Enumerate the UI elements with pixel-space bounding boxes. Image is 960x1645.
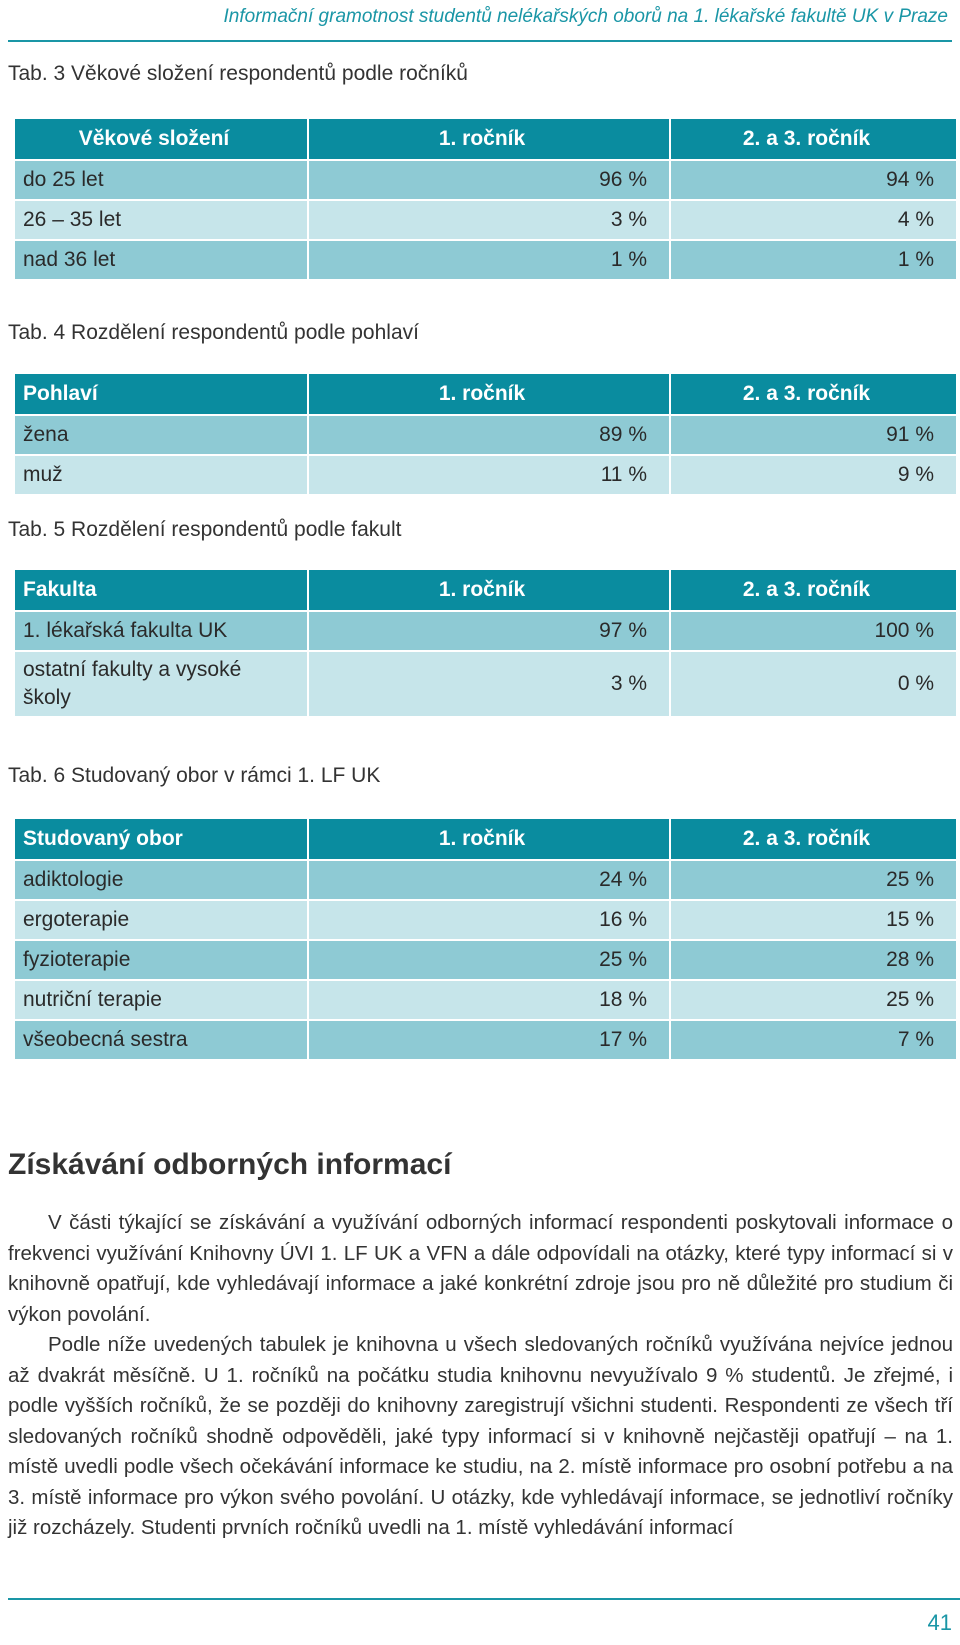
row-label: ergoterapie [14,900,308,940]
table-row [14,860,957,900]
cell-value: 7 % [670,1020,957,1060]
cell-value: 3 % [308,200,670,240]
row-label: 26 – 35 let [14,200,308,240]
cell-value: 18 % [308,980,670,1020]
body-text [8,1208,953,1544]
table-caption-4: Tab. 4 Rozdělení respondentů podle pohlaví [8,321,419,344]
row-label: adiktologie [14,860,308,900]
table-row [14,160,957,200]
faculty-table [13,568,958,718]
table-caption-6: Tab. 6 Studovaný obor v rámci 1. LF UK [8,764,381,787]
cell-value: 4 % [670,200,957,240]
table-row [14,900,957,940]
page-number: 41 [927,1610,952,1635]
gender-table [13,372,958,496]
row-label: nad 36 let [14,240,308,280]
table-row [14,455,957,495]
column-header: 2. a 3. ročník [670,818,957,860]
running-title: Informační gramotnost studentů nelékařských oborů na 1. lékařské fakultě UK v Praze [223,6,948,27]
cell-value: 16 % [308,900,670,940]
row-label: 1. lékařská fakulta UK [14,611,308,651]
paragraph: V části týkající se získávání a využívání odborných informací respondenti poskytovali informace o frekvenci využívání Knihovny ÚVI 1. LF UK a VFN a dále odpovídali na otázky, které typy informací si v knihovně opatřují, kde vyhledávají informace a jaké konkrétní zdroje jsou pro ně důležité pro studium či výkon povolání. [8,1211,953,1326]
cell-value: 89 % [308,415,670,455]
cell-value: 0 % [670,651,957,717]
column-header: 1. ročník [308,118,670,160]
cell-value: 1 % [308,240,670,280]
cell-value: 25 % [670,980,957,1020]
table-caption-5: Tab. 5 Rozdělení respondentů podle fakult [8,518,402,541]
cell-value: 96 % [308,160,670,200]
cell-value: 94 % [670,160,957,200]
cell-value: 11 % [308,455,670,495]
cell-value: 1 % [670,240,957,280]
column-header: Věkové složení [14,118,308,160]
column-header: 2. a 3. ročník [670,373,957,415]
field-table [13,817,958,1061]
section-heading: Získávání odborných informací [8,1148,452,1181]
table-row [14,1020,957,1060]
cell-value: 25 % [670,860,957,900]
cell-value: 100 % [670,611,957,651]
column-header: Fakulta [14,569,308,611]
column-header: Pohlaví [14,373,308,415]
row-label: nutriční terapie [14,980,308,1020]
table-row [14,415,957,455]
table-row [14,980,957,1020]
row-label: všeobecná sestra [14,1020,308,1060]
table-row [14,611,957,651]
column-header: 2. a 3. ročník [670,569,957,611]
cell-value: 91 % [670,415,957,455]
paragraph: Podle níže uvedených tabulek je knihovna u všech sledovaných ročníků využívána nejvíce jednou až dvakrát měsíčně. U 1. ročníků na počátku studia knihovnu nevyužívalo 9 % studentů. Je zřejmé, i podle vyšších ročníků, že se později do knihovny zaregistrují všichni studenti. Respondenti ze všech tří sledovaných ročníků shodně odpověděli, jaké typy informací si v knihovně nejčastěji opatřují – na 1. místě uvedli podle všech očekávání informace ke studiu, na 2. místě informace pro osobní potřebu a na 3. místě informace pro výkon svého povolání. U otázky, kde vyhledávají informace, se jednotliví ročníky již rozcházely. Studenti prvních ročníků uvedli na 1. místě vyhledávání informací [8,1333,953,1539]
cell-value: 97 % [308,611,670,651]
table-row [14,651,957,717]
row-label: ostatní fakulty a vysoké školy [14,651,308,717]
table-row [14,940,957,980]
row-label: muž [14,455,308,495]
cell-value: 3 % [308,651,670,717]
table-row [14,200,957,240]
column-header: 1. ročník [308,569,670,611]
age-table [13,117,958,281]
row-label: do 25 let [14,160,308,200]
cell-value: 25 % [308,940,670,980]
cell-value: 9 % [670,455,957,495]
column-header: Studovaný obor [14,818,308,860]
table-caption-3: Tab. 3 Věkové složení respondentů podle ročníků [8,62,468,85]
cell-value: 24 % [308,860,670,900]
cell-value: 15 % [670,900,957,940]
column-header: 2. a 3. ročník [670,118,957,160]
column-header: 1. ročník [308,373,670,415]
running-header [8,0,952,42]
table-row [14,240,957,280]
cell-value: 28 % [670,940,957,980]
cell-value: 17 % [308,1020,670,1060]
row-label: fyzioterapie [14,940,308,980]
row-label: žena [14,415,308,455]
column-header: 1. ročník [308,818,670,860]
footer-rule [8,1598,960,1600]
